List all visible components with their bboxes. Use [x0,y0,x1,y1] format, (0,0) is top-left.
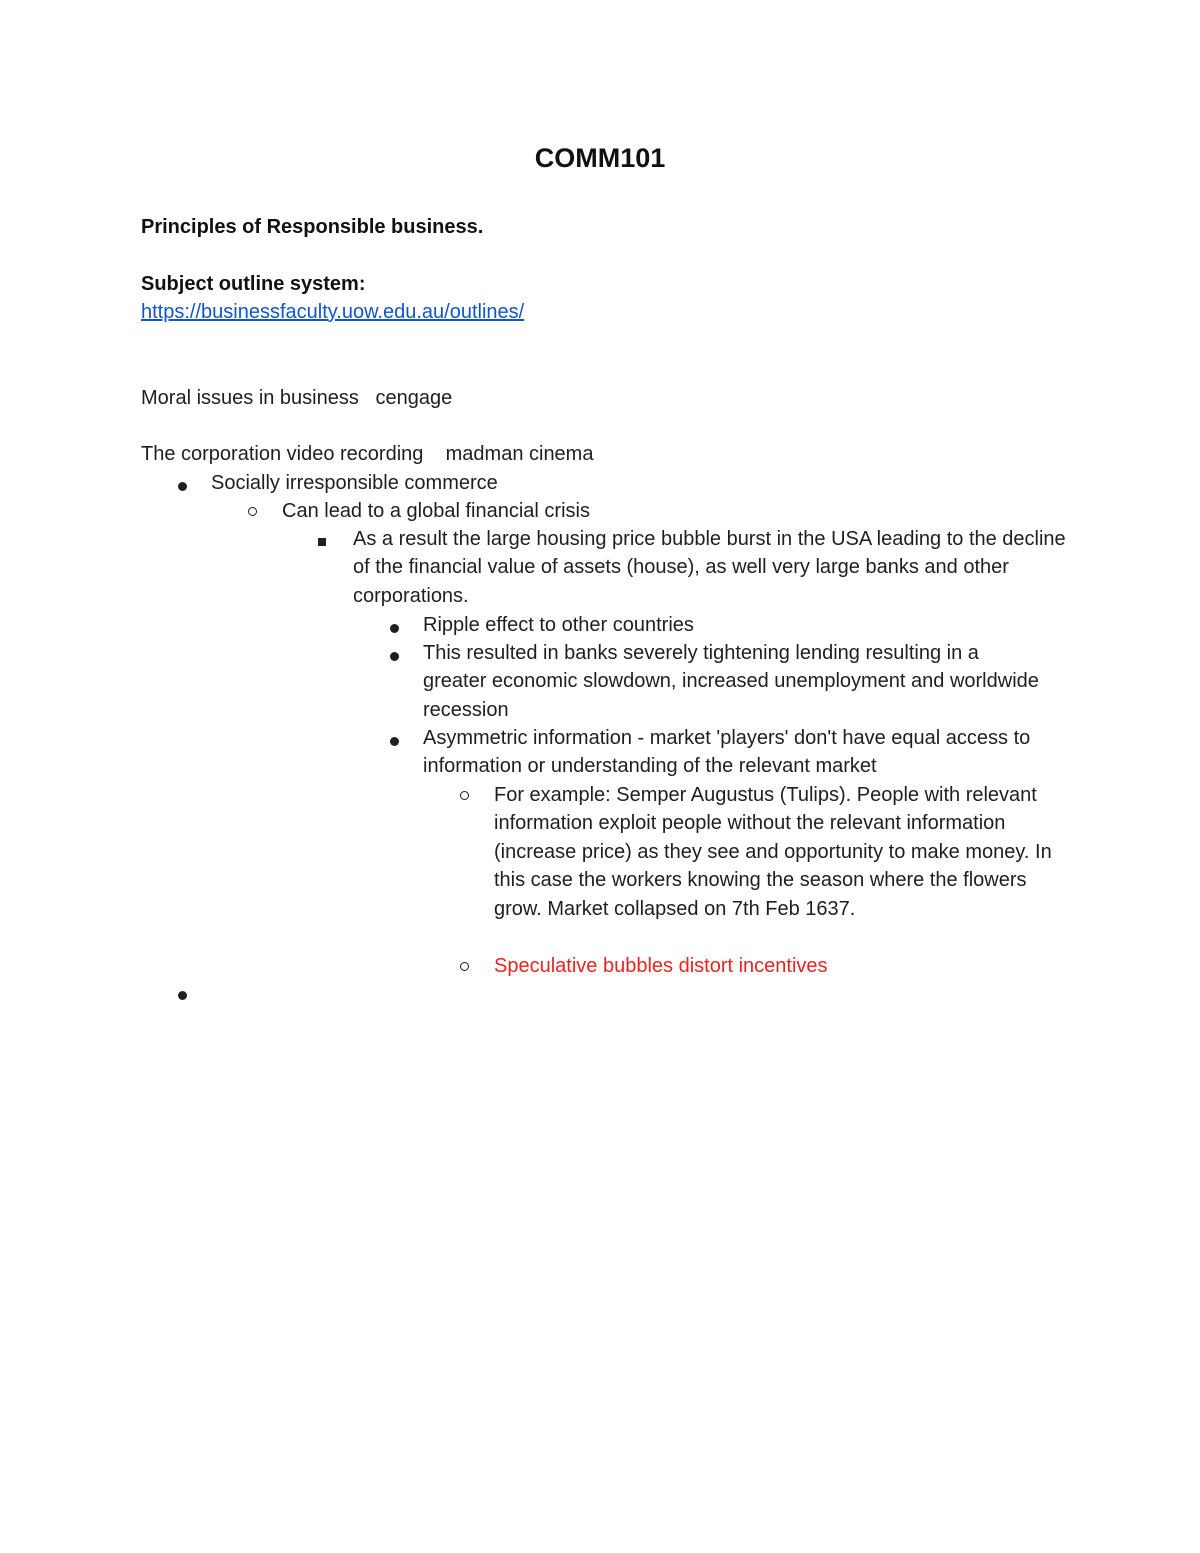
corporation-video-text: The corporation video recording [141,443,424,465]
bullet-circle-icon [460,962,469,971]
moral-issues-text: Moral issues in business [141,387,359,409]
list-item-level4: Asymmetric information - market 'players' don't have equal access to information or understanding of the relevant market [423,727,1031,778]
outline-link[interactable]: https://businessfaculty.uow.edu.au/outlines/ [141,301,525,323]
bullet-circle-icon [248,507,257,516]
bullet-disc-icon [178,482,187,491]
list-item-level5-highlight: Speculative bubbles distort incentives [494,955,828,977]
corporation-video-source: madman cinema [445,443,594,465]
bullet-disc-icon [178,991,187,1000]
outline-label: Subject outline system: [141,273,366,295]
bullet-square-icon [318,538,326,546]
list-item-level2: Can lead to a global financial crisis [282,500,590,522]
bullet-disc-icon [390,652,399,661]
list-item-level4: This resulted in banks severely tightening lending resulting in a greater economic slowdown, increased unemployment and worldwide recession [423,642,1039,721]
bullet-disc-icon [390,624,399,633]
list-item-level1: Socially irresponsible commerce [211,472,498,494]
list-item-level5: For example: Semper Augustus (Tulips). People with relevant information exploit people without the relevant information (increase price) as they see and opportunity to make money. In this case the workers knowing the season where the flowers grow. Market collapsed on 7th Feb 1637. [494,784,1052,920]
list-item-level3: As a result the large housing price bubble burst in the USA leading to the decline of the financial value of assets (house), as well very large banks and other corporations. [353,528,1066,607]
document-title: COMM101 [534,143,666,173]
bullet-circle-icon [460,791,469,800]
moral-issues-source: cengage [375,387,453,409]
list-item-level4: Ripple effect to other countries [423,614,694,636]
moral-issues-line [141,384,452,412]
corporation-video-line [141,440,593,468]
bullet-disc-icon [390,737,399,746]
subject-heading: Principles of Responsible business. [141,216,484,238]
outline-link-row [141,298,524,326]
